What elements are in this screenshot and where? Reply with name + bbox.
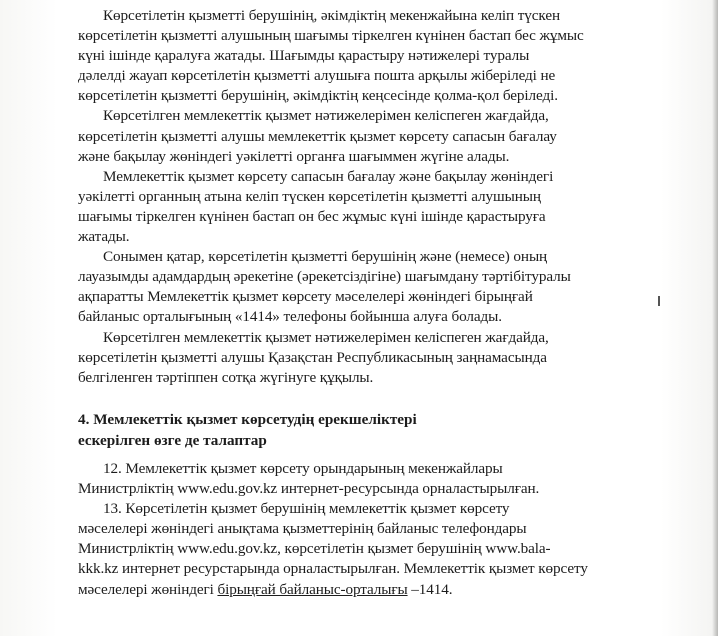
text-line: және бақылау жөніндегі уәкілетті органға шағыммен жүгіне алады. xyxy=(78,147,510,165)
text-line: Министрліктің www.edu.gov.kz интернет-ресурсында орналастырылған. xyxy=(78,480,540,498)
text-line: 12. Мемлекеттік қызмет көрсету орындарының мекенжайлары xyxy=(103,460,503,477)
section-other-requirements xyxy=(78,459,693,600)
paragraph-item-13 xyxy=(78,499,693,599)
text-line: Көрсетілген мемлекеттік қызмет нәтижелерімен келіспеген жағдайда, xyxy=(103,107,549,125)
text-line: ақпаратты Мемлекеттік қызмет көрсету мәселелері жөніндегі бірыңғай xyxy=(78,288,533,306)
section-heading xyxy=(78,409,678,451)
text-line: күні ішінде қаралуға жатады. Шағымды қарастыру нәтижелері туралы xyxy=(78,47,530,65)
text-line: 13. Көрсетілетін қызмет берушінің мемлекеттік қызмет көрсету xyxy=(103,500,510,518)
heading-line-1: 4. Мемлекеттік қызмет көрсетудің ерекшеліктері xyxy=(78,411,417,428)
heading-line-2: ескерілген өзге де талаптар xyxy=(78,432,267,449)
page-edge-shadow xyxy=(712,0,718,636)
paragraph-authorized-body xyxy=(78,167,693,247)
text-line: Мемлекеттік қызмет көрсету сапасын бағалау және бақылау жөніндегі xyxy=(103,167,554,185)
text-line: шағымы тіркелген күнінен бастап он бес жұмыс күні ішінде қарастыруға xyxy=(78,207,546,225)
text-line: Көрсетілген мемлекеттік қызмет нәтижелерімен келіспеген жағдайда, xyxy=(103,328,549,346)
paragraph-provider-complaint xyxy=(78,6,693,106)
text-line-final xyxy=(78,580,693,600)
text-line: жатады. xyxy=(78,228,130,246)
text-line: уәкілетті органның атына келіп түскен көрсетілетін қызметті алушының xyxy=(78,187,541,205)
paragraph-disagreement xyxy=(78,106,693,166)
text-line: Көрсетілетін қызметті берушінің, әкімдіктің мекенжайына келіп түскен xyxy=(103,7,561,24)
text-line: байланыс орталығының «1414» телефоны бойынша алуға болады. xyxy=(78,308,502,326)
text-line: дәлелді жауап көрсетілетін қызметті алушыға пошта арқылы жіберіледі не xyxy=(78,67,556,85)
scan-artifact xyxy=(658,296,660,306)
text-line: лауазымды адамдардың әрекетіне (әрекетсіздігіне) шағымдану тәртібітуралы xyxy=(78,268,571,286)
paragraph-court xyxy=(78,328,693,388)
final-line-suffix: –1414. xyxy=(407,580,453,598)
text-line: көрсетілетін қызметті берушінің, әкімдіктің кеңсесінде қолма-қол беріледі. xyxy=(78,87,558,105)
text-line: көрсетілетін қызметті алушының шағымы тіркелген күнінен бастап бес жұмыс xyxy=(78,27,584,45)
final-line-prefix: мәселелері жөніндегі xyxy=(78,580,218,598)
contact-center-link-text: бірыңғай байланыс-орталығы xyxy=(217,580,408,598)
text-line: көрсетілетін қызметті алушы Қазақстан Республикасының заңнамасында xyxy=(78,348,547,366)
text-line: Сонымен қатар, көрсетілетін қызметті берушінің және (немесе) оның xyxy=(103,248,548,266)
paragraph-item-12 xyxy=(78,459,693,499)
text-line: көрсетілетін қызметті алушы мемлекеттік қызмет көрсету сапасын бағалау xyxy=(78,127,557,145)
text-line: Министрліктің www.edu.gov.kz, көрсетілетін қызмет берушінің www.bala- xyxy=(78,540,551,558)
text-line: мәселелері жөніндегі анықтама қызметтерінің байланыс телефондары xyxy=(78,520,527,538)
section-appeals xyxy=(78,6,693,388)
text-line: белгіленген тәртіппен сотқа жүгінуге құқылы. xyxy=(78,368,374,386)
paragraph-contact-center xyxy=(78,247,693,327)
text-line: kkk.kz интернет ресурстарында орналастырылған. Мемлекеттік қызмет көрсету xyxy=(78,560,588,578)
